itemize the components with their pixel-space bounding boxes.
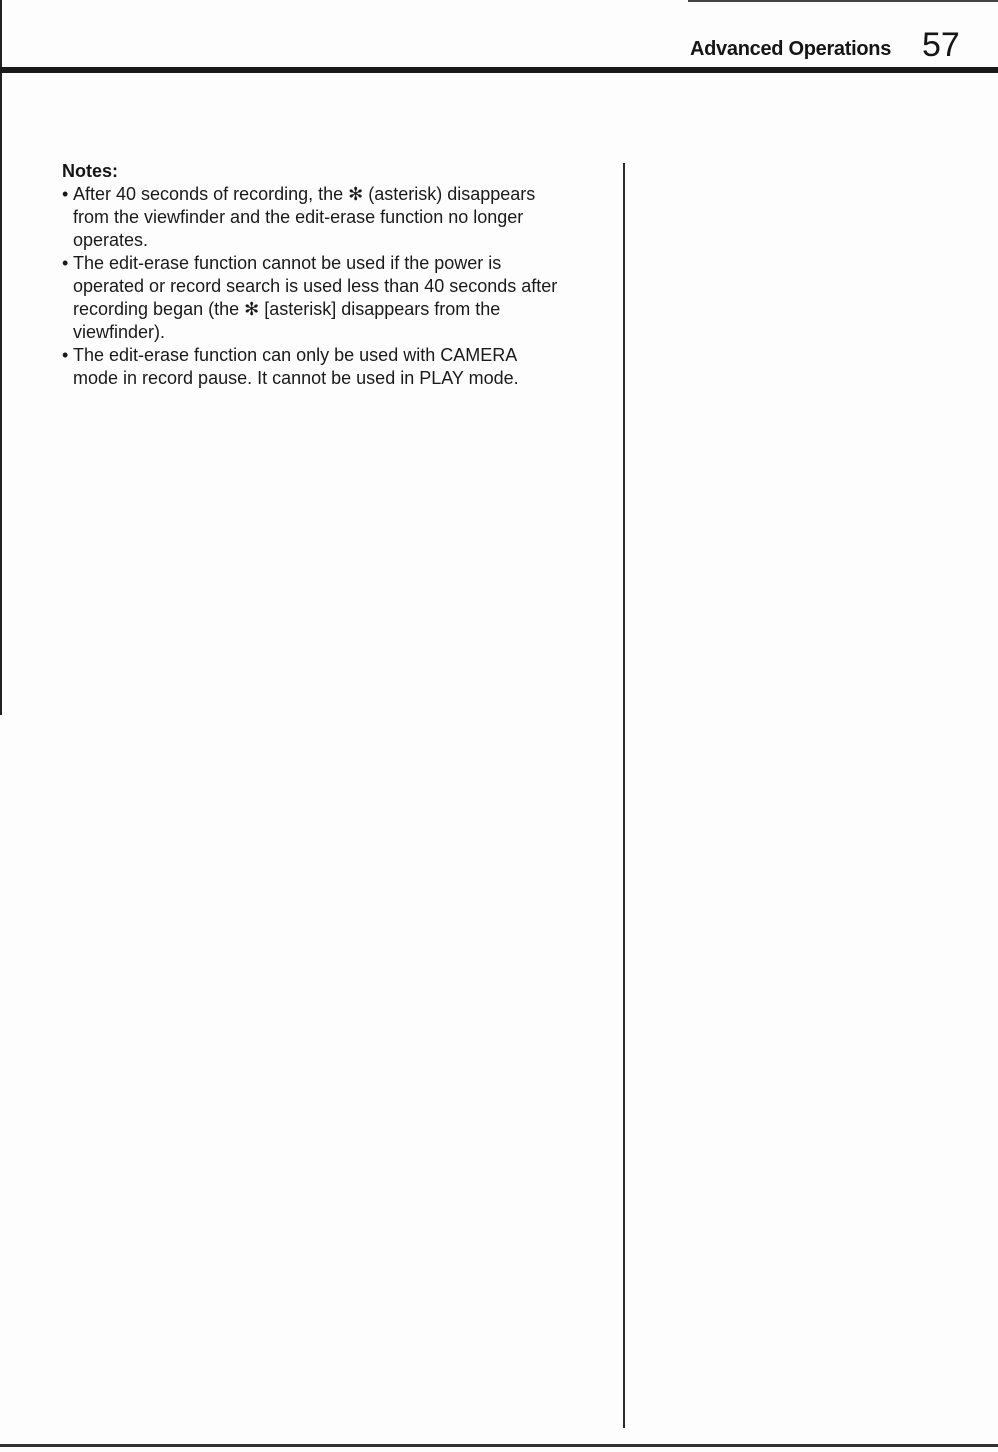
header-rule bbox=[0, 67, 998, 73]
page-header bbox=[0, 0, 998, 78]
note-text-line: recording began (the ✻ [asterisk] disappears from the bbox=[73, 299, 501, 319]
note-item bbox=[62, 252, 612, 344]
note-text-line: operated or record search is used less than 40 seconds after bbox=[73, 276, 558, 296]
note-text-line: mode in record pause. It cannot be used in PLAY mode. bbox=[73, 368, 519, 388]
note-item bbox=[62, 344, 612, 390]
bullet-icon: • bbox=[62, 345, 69, 365]
notes-heading: Notes: bbox=[62, 161, 119, 181]
note-text-line: After 40 seconds of recording, the ✻ (asterisk) disappears bbox=[73, 184, 536, 204]
note-text-line: viewfinder). bbox=[73, 322, 166, 342]
bottom-page-edge bbox=[0, 1444, 998, 1447]
column-divider bbox=[623, 163, 625, 1428]
note-item bbox=[62, 183, 612, 252]
notes-section bbox=[62, 160, 612, 390]
left-page-edge bbox=[0, 0, 2, 715]
note-text-line: operates. bbox=[73, 230, 149, 250]
bullet-icon: • bbox=[62, 184, 69, 204]
top-page-edge bbox=[688, 0, 998, 2]
note-text-line: from the viewfinder and the edit-erase function no longer bbox=[73, 207, 524, 227]
section-title: Advanced Operations bbox=[690, 38, 892, 60]
page-number: 57 bbox=[922, 26, 960, 64]
note-text-line: The edit-erase function can only be used with CAMERA bbox=[73, 345, 518, 365]
note-text-line: The edit-erase function cannot be used if the power is bbox=[73, 253, 502, 273]
bullet-icon: • bbox=[62, 253, 69, 273]
notes-list bbox=[62, 183, 612, 390]
